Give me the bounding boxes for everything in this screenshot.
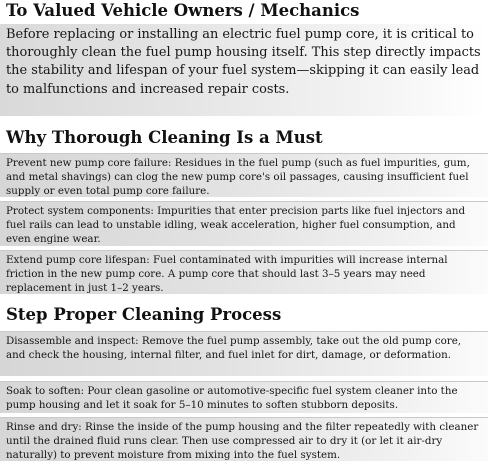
why-item-extend-lifespan: Extend pump core lifespan: Fuel contaminated with impurities will increase internal friction in the new pump core. A pump core that should last 3–5 years may need replacement in just 1–2 years. xyxy=(0,250,488,294)
why-item-prevent-failure: Prevent new pump core failure: Residues in the fuel pump (such as fuel impurities, gum, and metal shavings) can clog the new pump core's oil passages, causing insufficient fuel supply or even total pump core failure. xyxy=(0,153,488,197)
why-item-protect-components: Protect system components: Impurities that enter precision parts like fuel injectors and fuel rails can lead to unstable idling, weak acceleration, higher fuel consumption, and even engine wear. xyxy=(0,201,488,246)
section-title-process: Step Proper Cleaning Process xyxy=(0,304,488,326)
section-title-why: Why Thorough Cleaning Is a Must xyxy=(0,127,488,149)
section-title-owners: To Valued Vehicle Owners / Mechanics xyxy=(0,0,488,22)
process-item-soak: Soak to soften: Pour clean gasoline or automotive-specific fuel system cleaner into the pump housing and let it soak for 5–10 minutes to soften stubborn deposits. xyxy=(0,381,488,413)
process-item-rinse: Rinse and dry: Rinse the inside of the pump housing and the filter repeatedly with cleaner until the drained fluid runs clear. Then use compressed air to dry it (or let it air-dry naturally) to prevent moisture from mixing into the fuel system. xyxy=(0,417,488,461)
process-item-disassemble: Disassemble and inspect: Remove the fuel pump assembly, take out the old pump core, and check the housing, internal filter, and fuel inlet for dirt, damage, or deformation. xyxy=(0,331,488,376)
intro-paragraph: Before replacing or installing an electric fuel pump core, it is critical to thoroughly clean the fuel pump housing itself. This step directly impacts the stability and lifespan of your fuel system—skipping it can easily lead to malfunctions and increased repair costs. xyxy=(0,24,488,116)
